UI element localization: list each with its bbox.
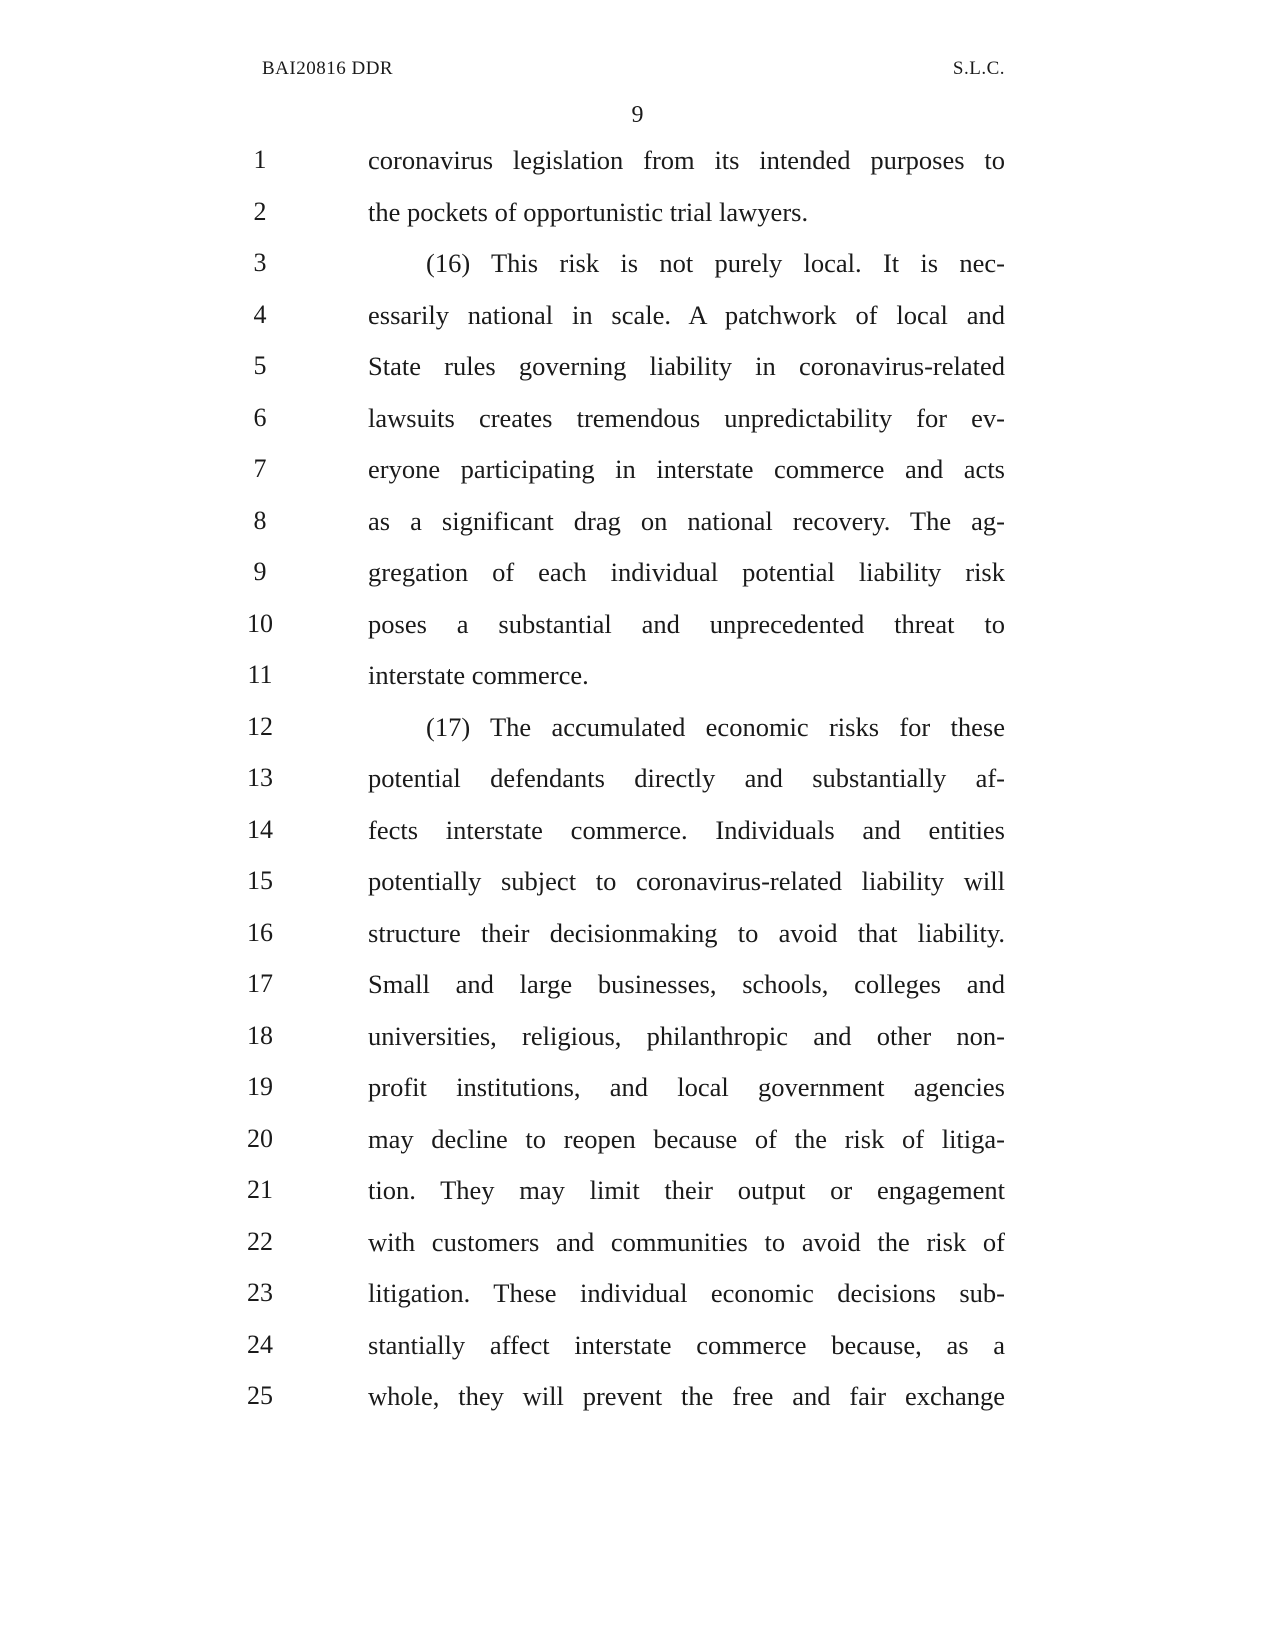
line-number: 7 <box>253 454 267 483</box>
line-number: 22 <box>247 1226 273 1256</box>
bill-line <box>0 346 1275 386</box>
line-text: lawsuits creates tremendous unpredictability for ev- <box>368 402 1005 433</box>
line-number: 6 <box>253 402 267 432</box>
bill-line <box>0 707 1275 747</box>
bill-line <box>0 861 1275 901</box>
line-number: 17 <box>247 969 273 998</box>
bill-line <box>0 140 1275 180</box>
page-number: 9 <box>631 102 644 128</box>
bill-line <box>0 810 1275 850</box>
bill-line <box>0 192 1275 232</box>
line-number: 8 <box>253 505 267 535</box>
line-number: 21 <box>247 1175 273 1204</box>
line-text: essarily national in scale. A patchwork of local and <box>368 299 1005 330</box>
line-text: as a significant drag on national recovery. The ag- <box>368 505 1005 536</box>
line-text: potentially subject to coronavirus-related liability will <box>368 866 1005 896</box>
bill-line <box>0 243 1275 283</box>
line-number: 24 <box>247 1329 273 1359</box>
bill-line <box>0 1170 1275 1210</box>
office-code: S.L.C. <box>952 58 1005 79</box>
bill-line <box>0 1273 1275 1313</box>
line-text: tion. They may limit their output or engagement <box>368 1175 1005 1205</box>
line-text: litigation. These individual economic decisions sub- <box>368 1278 1005 1308</box>
line-text: potential defendants directly and substantially af- <box>368 763 1005 793</box>
line-text: Small and large businesses, schools, colleges and <box>368 969 1005 999</box>
line-text: with customers and communities to avoid the risk of <box>368 1226 1005 1257</box>
line-number: 12 <box>247 711 273 741</box>
line-number: 10 <box>247 608 273 638</box>
line-number: 23 <box>247 1278 273 1307</box>
line-text: interstate commerce. <box>368 660 589 690</box>
line-text: stantially affect interstate commerce because, as a <box>368 1329 1005 1360</box>
line-number: 1 <box>253 145 267 174</box>
line-text: profit institutions, and local government agencies <box>368 1072 1005 1102</box>
line-number: 20 <box>247 1123 273 1153</box>
document-id: BAI20816 DDR <box>262 58 394 79</box>
line-text: gregation of each individual potential liability risk <box>368 557 1005 587</box>
bill-line <box>0 1119 1275 1159</box>
bill-line <box>0 758 1275 798</box>
line-text: eryone participating in interstate commerce and acts <box>368 454 1005 484</box>
line-text: coronavirus legislation from its intended purposes to <box>368 145 1005 175</box>
line-text: universities, religious, philanthropic and other non- <box>368 1020 1005 1051</box>
line-text: the pockets of opportunistic trial lawyers. <box>368 196 809 227</box>
bill-line <box>0 1325 1275 1365</box>
line-number: 3 <box>253 248 267 277</box>
bill-line <box>0 913 1275 953</box>
bill-line <box>0 1067 1275 1107</box>
line-text: whole, they will prevent the free and fair exchange <box>368 1381 1005 1411</box>
line-number: 13 <box>247 763 273 792</box>
line-text: (16) This risk is not purely local. It is nec- <box>426 248 1005 278</box>
line-text: may decline to reopen because of the risk of litiga- <box>368 1123 1005 1154</box>
bill-line <box>0 295 1275 335</box>
line-number: 5 <box>253 351 267 380</box>
bill-line <box>0 398 1275 438</box>
line-number: 18 <box>247 1020 273 1050</box>
bill-line <box>0 449 1275 489</box>
line-number: 9 <box>253 557 267 586</box>
line-number: 25 <box>247 1381 273 1410</box>
line-number: 2 <box>253 196 267 226</box>
line-number: 19 <box>247 1072 273 1101</box>
bill-line <box>0 964 1275 1004</box>
line-text: poses a substantial and unprecedented threat to <box>368 608 1005 639</box>
line-text: (17) The accumulated economic risks for these <box>426 711 1005 742</box>
bill-line <box>0 655 1275 695</box>
bill-line <box>0 604 1275 644</box>
bill-line <box>0 1376 1275 1416</box>
line-number: 15 <box>247 866 273 895</box>
line-number: 11 <box>247 660 273 689</box>
line-number: 16 <box>247 917 273 947</box>
line-text: structure their decisionmaking to avoid that liability. <box>368 917 1005 948</box>
line-text: fects interstate commerce. Individuals and entities <box>368 814 1005 845</box>
bill-line <box>0 552 1275 592</box>
line-number: 14 <box>247 814 273 844</box>
bill-line <box>0 1016 1275 1056</box>
bill-line <box>0 501 1275 541</box>
line-number: 4 <box>253 299 267 329</box>
line-text: State rules governing liability in coronavirus-related <box>368 351 1005 381</box>
bill-line <box>0 1222 1275 1262</box>
